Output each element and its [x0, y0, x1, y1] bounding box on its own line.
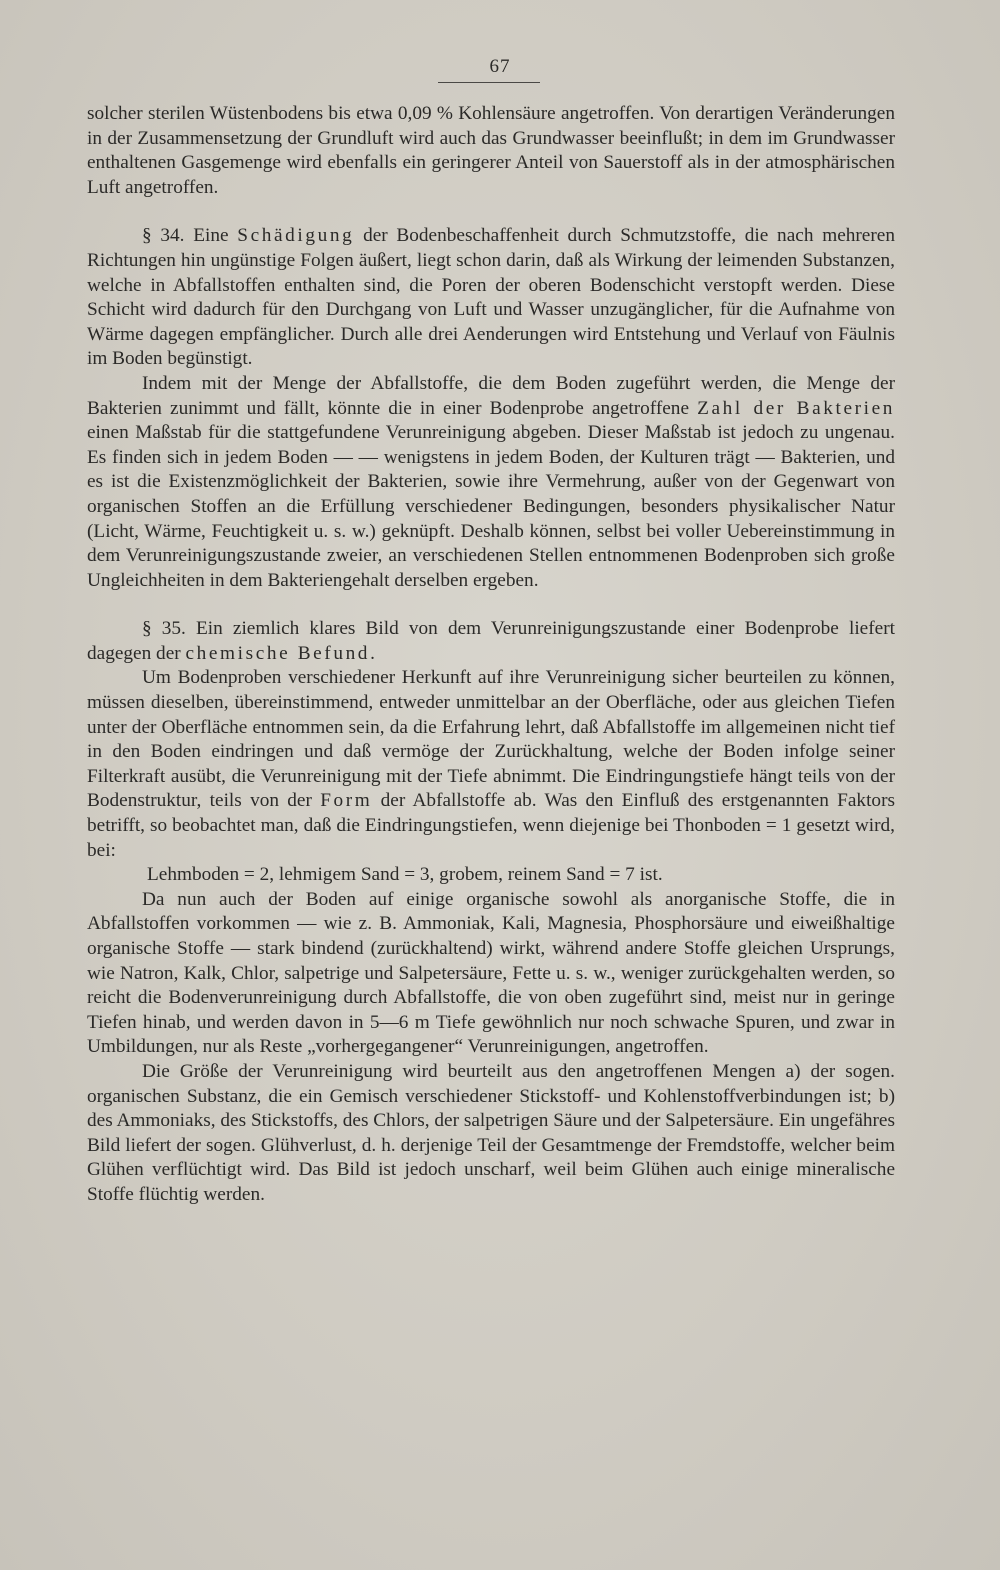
paragraph-stoffe: Da nun auch der Boden auf einige organische sowohl als anorganische Stoffe, die in Abfallstoffen vorkommen — wie z. B. Ammoniak, Kali, Magnesia, Phosphorsäure und eiweißhaltige organische Stoffe — stark bindend (zurückhaltend) wirkt, während andere Stoffe gleichen Ursprungs, wie Natron, Kalk, Chlor, salpetrige und Salpetersäure, Fette u. s. w., weniger zurückgehalten werden, so reicht die Bodenverunreinigung durch Abfallstoffe, die von oben zugeführt sind, meist nur in geringe Tiefen hinab, und werden davon in 5—6 m Tiefe gewöhnlich nur noch schwache Spuren, und zwar in Umbildungen, nur als Reste „vorhergegangener“ Verunreinigungen, angetroffen.: [87, 888, 895, 1058]
bakterien-text-start: Indem mit der Menge der Abfallstoffe, die dem Boden zugeführt werden, die Menge der Bakterien zunimmt und fällt, könnte die in einer Bodenprobe angetroffene: [87, 372, 895, 419]
section-35-text-end: .: [370, 642, 375, 664]
bodenproben-text-start: Um Bodenproben verschiedener Herkunft auf ihre Verunreinigung sicher beurteilen zu können, müssen dieselben, übereinstimmend, entweder unmittelbar an der Oberfläche, oder aus gleichen Tiefen unter der Oberfläche entnommen sein, da die Erfahrung lehrt, daß Abfallstoffe im allgemeinen nicht tief in den Boden eindringen und daß vermöge der Zurückhaltung, welche der Boden infolge seiner Filterkraft ausübt, die Verunreinigung mit der Tiefe abnimmt. Die Eindringungstiefe hängt teils von der Bodenstruktur, teils von der: [87, 667, 895, 812]
section-34-text-start: § 34. Eine: [142, 225, 238, 247]
emphasis-schaedigung: Schädigung: [237, 225, 355, 247]
section-35-text-start: § 35. Ein ziemlich klares Bild von dem Verunreinigungszustande einer Bodenprobe liefert dagegen der: [87, 618, 895, 664]
emphasis-chemische-befund: chemische Befund: [185, 642, 371, 664]
body-text: [87, 102, 895, 1208]
section-34-text-end: der Bodenbeschaffenheit durch Schmutzstoffe, die nach mehreren Richtungen hin ungünstige Folgen äußert, liegt schon darin, daß als Wirkung der leimenden Substanzen, welche in Abfallstoffen enthalten sind, die Poren der oberen Bodenschicht verstopft werden. Diese Schicht wird dadurch für den Durchgang von Luft und Wasser unzugänglicher, für die Aufnahme von Wärme dagegen empfänglicher. Durch alle drei Aenderungen wird Entstehung und Verlauf von Fäulnis im Boden begünstigt.: [87, 225, 895, 370]
bakterien-text-end: einen Maßstab für die stattgefundene Verunreinigung abgeben. Dieser Maßstab ist jedoch zu ungenau. Es finden sich in jedem Boden — — wenigstens in jedem Boden, der Kulturen trägt — Bakterien, und es ist die Existenzmöglichkeit der Bakterien, sowie ihre Vermehrung, außer von der Gegenwart von organischen Stoffen an die Erfüllung verschiedener Bedingungen, besonders physikalischer Natur (Licht, Wärme, Feuchtigkeit u. s. w.) geknüpft. Deshalb können, selbst bei voller Uebereinstimmung in dem Verunreinigungszustande zweier, an verschiedenen Stellen entnommenen Bodenproben sich große Ungleichheiten in dem Bakteriengehalt derselben ergeben.: [87, 422, 895, 591]
emphasis-zahl-der-bakterien: Zahl der Bakterien: [697, 397, 895, 419]
paragraph-bakterien: [87, 372, 895, 593]
paragraph-section-34: [87, 224, 895, 372]
page-number-rule: [438, 82, 540, 83]
page-number: 67: [489, 56, 511, 77]
paragraph-groesse-verunreinigung: Die Größe der Verunreinigung wird beurteilt aus den angetroffenen Mengen a) der sogen. organischen Substanz, die ein Gemisch verschiedener Stickstoff- und Kohlenstoffverbindungen ist; b) des Ammoniaks, des Stickstoffs, des Chlors, der salpetrigen Säure und der Salpetersäure. Ein ungefähres Bild liefert der sogen. Glühverlust, d. h. derjenige Teil der Gesamtmenge der Fremdstoffe, welcher beim Glühen verflüchtigt wird. Das Bild ist jedoch unscharf, weil beim Glühen auch einige mineralische Stoffe flüchtig werden.: [87, 1060, 895, 1205]
paragraph-continuation: solcher sterilen Wüstenbodens bis etwa 0,09 % Kohlensäure angetroffen. Von derartigen Veränderungen in der Zusammensetzung der Grundluft wird auch das Grundwasser beeinflußt; in dem im Grundwasser enthaltenen Gasgemenge wird ebenfalls ein geringerer Anteil von Sauerstoff als in der atmosphärischen Luft angetroffen.: [87, 103, 895, 198]
paragraph-section-35: [87, 617, 895, 666]
paragraph-eindringungstiefen: Lehmboden = 2, lehmigem Sand = 3, grobem, reinem Sand = 7 ist.: [147, 864, 663, 886]
emphasis-form: Form: [320, 790, 373, 812]
paragraph-bodenproben: [87, 666, 895, 863]
bodenproben-text-end: der Abfallstoffe ab. Was den Einfluß des erstgenannten Faktors betrifft, so beobachtet man, daß die Eindringungstiefen, wenn diejenige bei Thonboden = 1 gesetzt wird, bei:: [87, 790, 895, 861]
